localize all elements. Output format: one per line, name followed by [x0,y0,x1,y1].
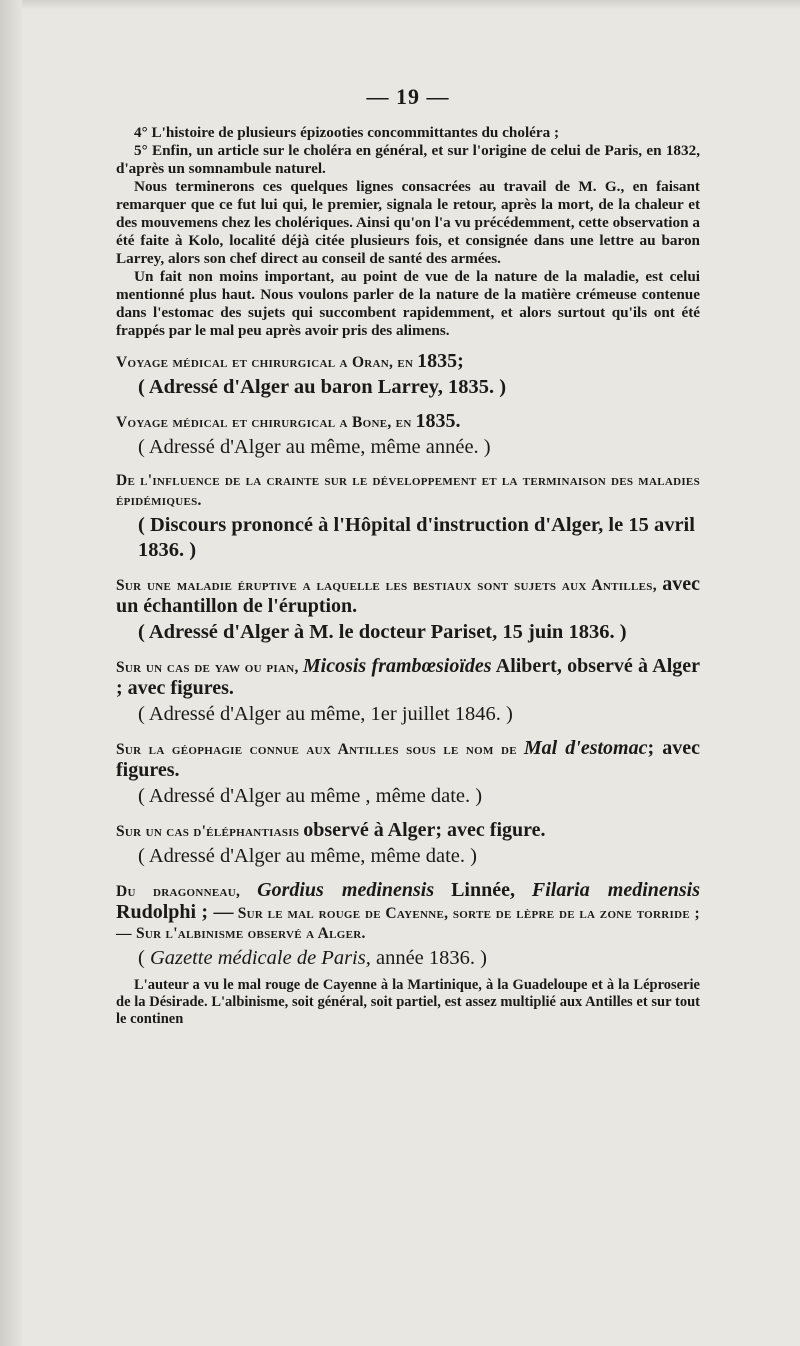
entry-title [116,738,700,782]
entry-maladie-eruptive [116,574,700,645]
entry-address: ( Discours prononcé à l'Hôpital d'instruction d'Alger, le 15 avril 1836. ) [138,514,695,561]
entry-address: ( Adressé d'Alger au même, même date. ) [138,845,477,867]
entry-address: ( Gazette médicale de Paris, année 1836. ) [138,947,487,969]
entry-title-rest: Alibert, observé à Alger ; avec figures. [116,655,701,699]
entry-title-smallcaps: Sur une maladie éruptive a laquelle les bestiaux sont sujets aux Antilles, [116,577,657,594]
intro-block [116,124,700,340]
page-edge-left [0,0,22,1346]
entry-crainte [116,471,700,563]
entry-title-year: 1835. [415,410,461,432]
entry-title [116,411,700,433]
entry-bone [116,411,700,460]
entry-title-year: 1835; [417,350,464,372]
entry-address: ( Adressé d'Alger au même , même date. ) [138,785,483,807]
entry-title-mid: Linnée, [451,879,515,901]
entry-title [116,351,700,373]
entry-title-italic: Gordius medinensis [257,879,435,901]
entry-title [116,656,700,700]
entry-address: ( Adressé d'Alger au même, 1er juillet 1846. ) [138,703,513,725]
entry-yaw [116,656,700,727]
page-edge-top [0,0,800,10]
entry-dragonneau [116,880,700,1028]
entry-title-rest: avec un échantillon de l'éruption. [116,573,701,617]
entry-title [116,471,700,511]
intro-paragraph-1: Nous terminerons ces quelques lignes consacrées au travail de M. G., en faisant remarquer que ce fut lui qui, le premier, signala le retour, après la mort, de la chaleur et des mouvemens chez les cholériques. Ainsi qu'on l'a vu précédemment, cette observation a été faite à Kolo, localité déjà citée plusieurs fois, et consignée dans une lettre au baron Larrey, alors son chef direct au conseil de santé des armées. [116,178,700,267]
document-page [116,84,700,1028]
entry-note: L'auteur a vu le mal rouge de Cayenne à la Martinique, à la Guadeloupe et à la Léproserie de la Désirade. L'albinisme, soit général, soit partiel, est assez multiplié aux Antilles et sur tout le continen [116,977,700,1027]
entry-title-smallcaps: Voyage médical et chirurgical a Bone, en [116,414,412,431]
entry-geophagie [116,738,700,809]
intro-item-4: 4° L'histoire de plusieurs épizooties concommittantes du choléra ; [134,124,560,141]
entry-address-italic: Gazette médicale de Paris, [149,947,371,969]
entry-title-smallcaps: Du dragonneau, [116,883,241,900]
entry-title-smallcaps: Voyage médical et chirurgical a Oran, en [116,354,414,371]
entry-title [116,820,700,842]
entry-title-rest: ; avec figures. [116,737,701,781]
entry-title-smallcaps: Sur un cas d'éléphantiasis [116,823,300,840]
entry-title-smallcaps: Sur la géophagie connue aux Antilles sous le nom de [116,741,517,758]
entry-address-rest: année 1836. [375,947,476,969]
entry-oran [116,351,700,400]
entry-title-mid-2: Rudolphi ; — [116,901,234,923]
entry-address: ( Adressé d'Alger au même, même année. ) [138,436,491,458]
entry-title-rest: observé à Alger; avec figure. [303,819,546,841]
entry-title [116,574,700,618]
page-number: — 19 — [366,84,450,109]
entry-title-smallcaps: Sur un cas de yaw ou pian, [116,659,299,676]
entry-title-italic: Mal d'estomac [523,737,648,759]
intro-item-5: 5° Enfin, un article sur le choléra en général, et sur l'origine de celui de Paris, en 1832, d'après un somnambule naturel. [116,142,700,177]
intro-paragraph-2: Un fait non moins important, au point de vue de la nature de la maladie, est celui mentionné plus haut. Nous voulons parler de la nature de la matière crémeuse contenue dans l'estomac des sujets qui succombent rapidemment, et alors surtout qu'ils ont été frappés par le mal peu après avoir pris des alimens. [116,268,700,339]
entry-title-smallcaps-2: Sur le mal rouge de Cayenne, sorte de lèpre de la zone torride ; — Sur l'albinisme observé a Alger. [116,905,700,942]
entry-title-italic: Micosis frambœsioïdes [302,655,492,677]
entry-title-italic-2: Filaria medinensis [531,879,700,901]
entry-address: ( Adressé d'Alger à M. le docteur Pariset, 15 juin 1836. ) [138,621,627,643]
entry-address: ( Adressé d'Alger au baron Larrey, 1835. ) [138,376,507,398]
entry-title-smallcaps: De l'influence de la crainte sur le développement et la terminaison des maladies épidémiques. [116,472,700,509]
entry-title [116,880,700,944]
entry-elephantiasis [116,820,700,869]
